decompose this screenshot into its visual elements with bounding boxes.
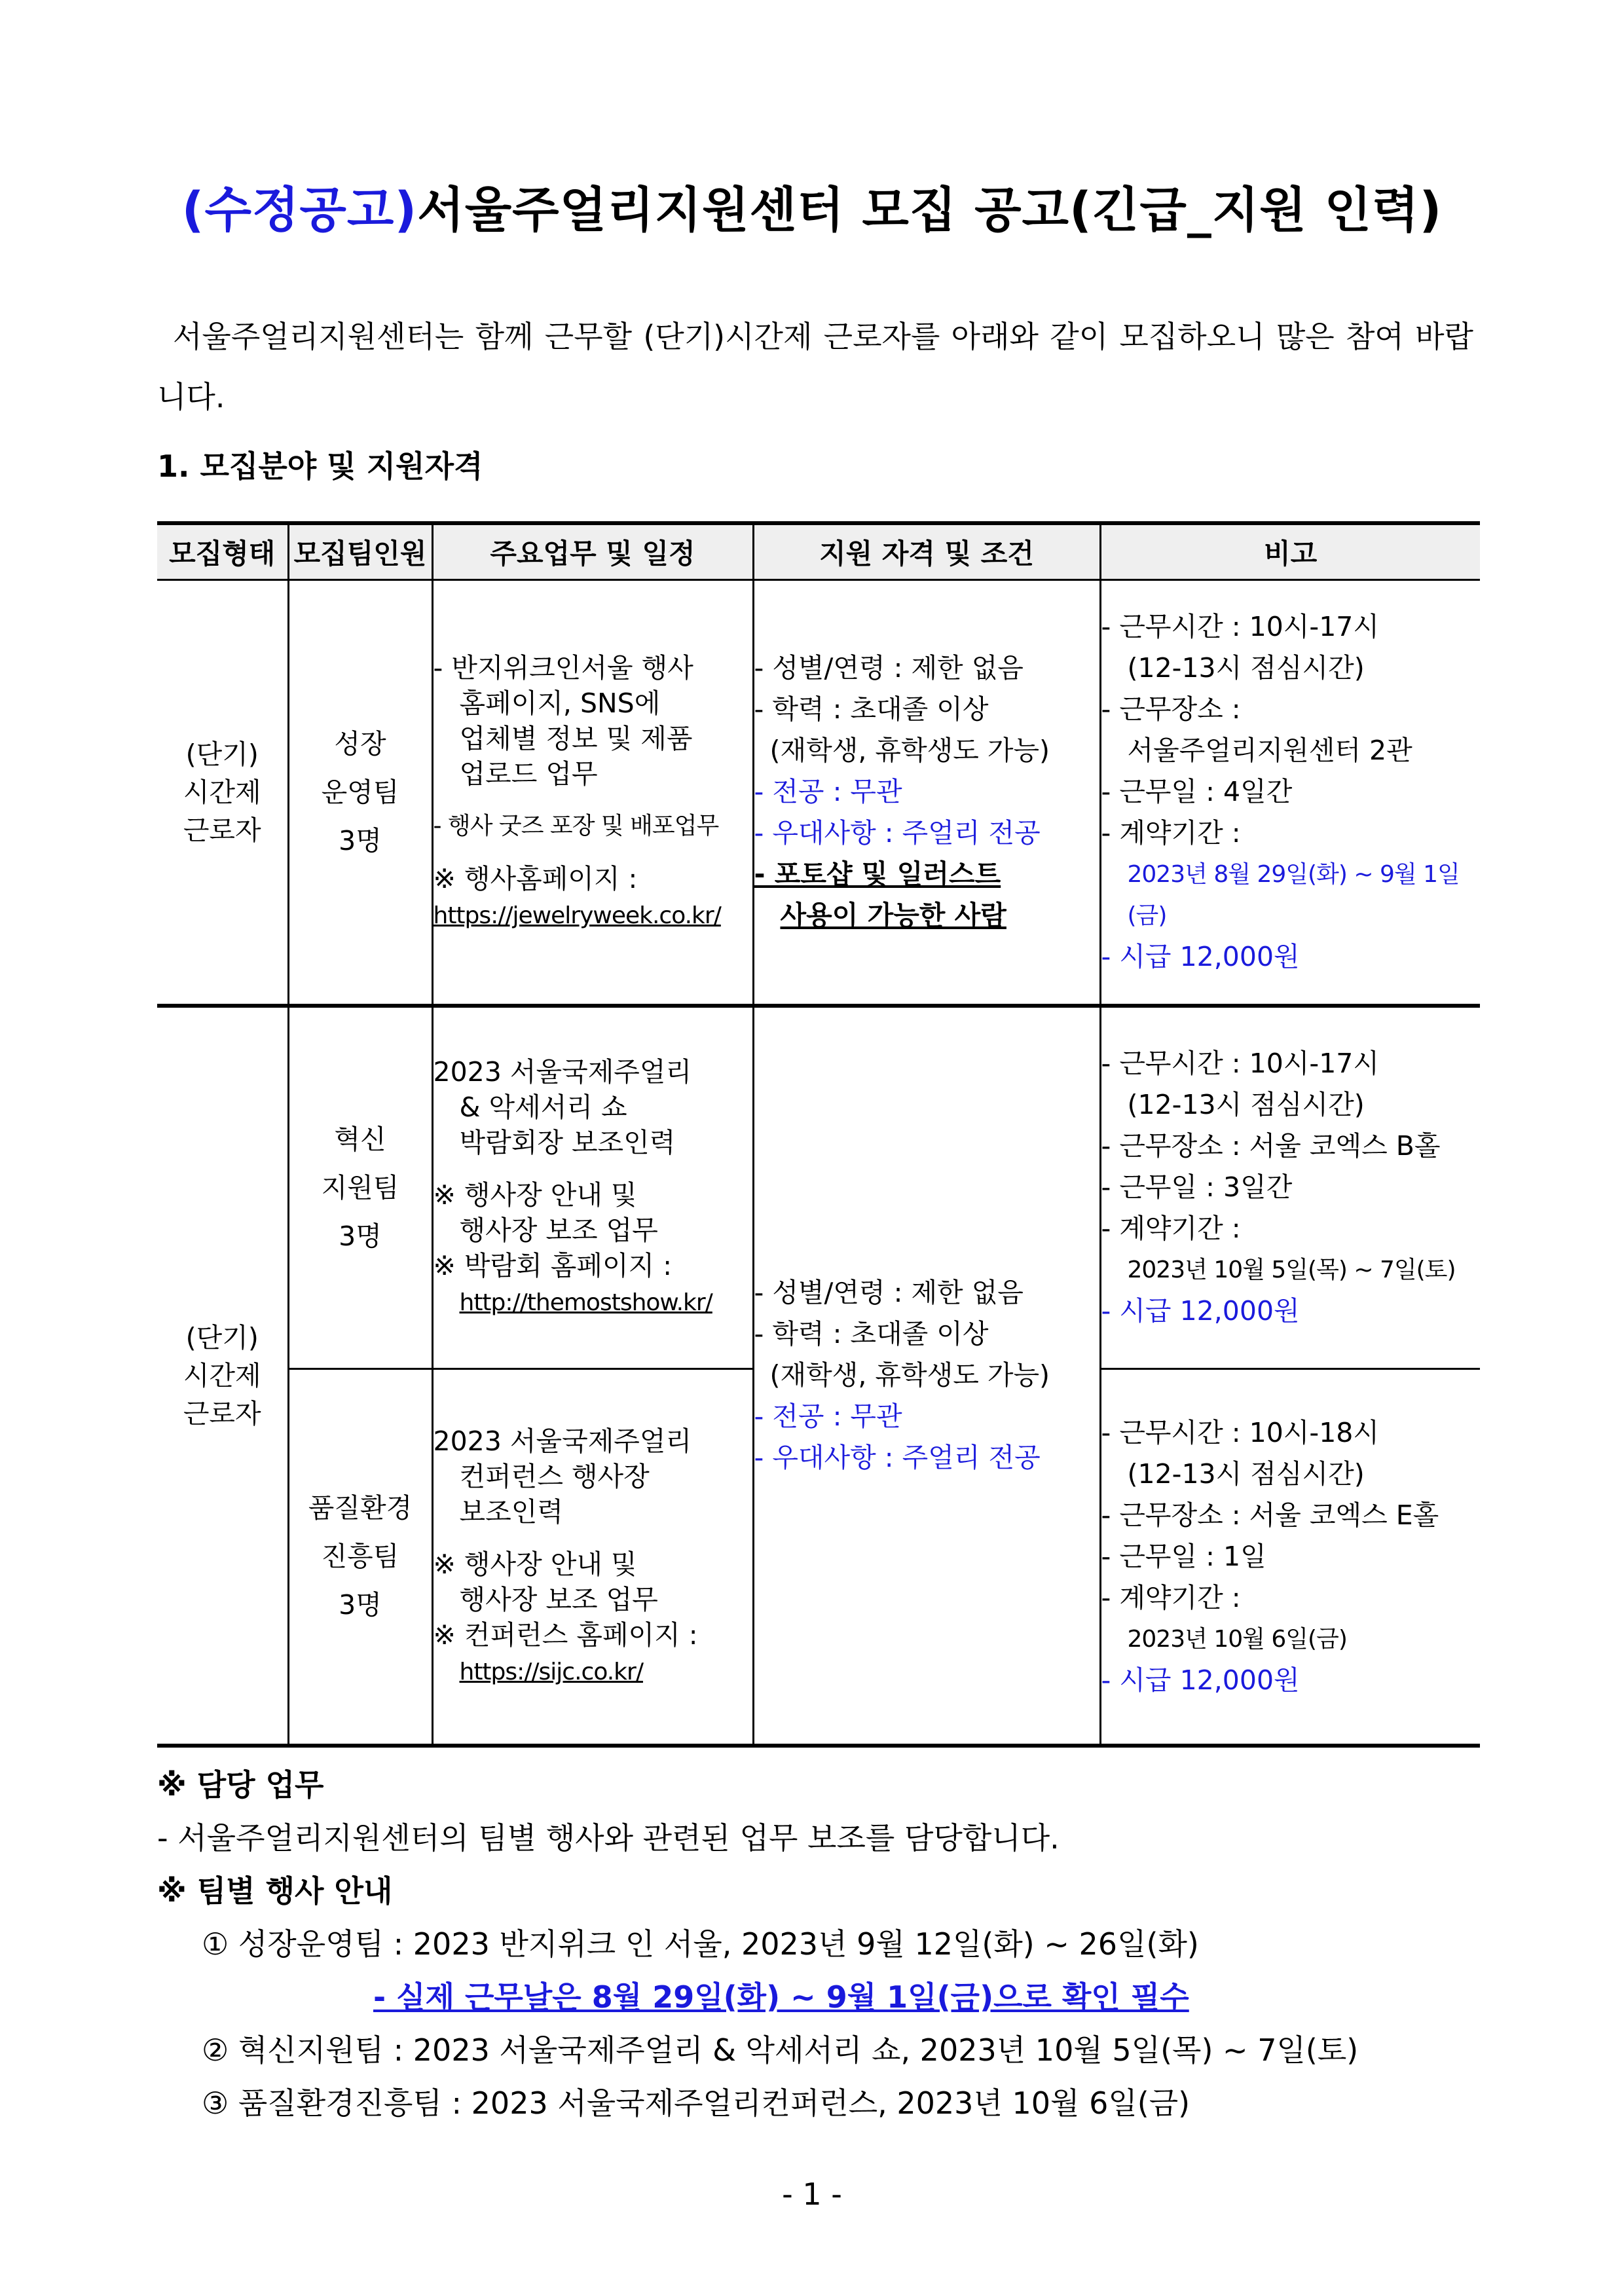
title-prefix: (수정공고) <box>181 182 418 238</box>
duties-cell: - 반지위크인서울 행사 홈페이지, SNS에 업체별 정보 및 제품 업로드 업무 - 행사 굿즈 포장 및 배포업무 ※ 행사홈페이지 : https://jewelryweek.co.kr/ <box>432 580 753 1006</box>
table-row <box>157 1006 1480 1369</box>
header-cell: 지원 자격 및 조건 <box>753 523 1100 580</box>
employment-type-cell: (단기) 시간제 근로자 <box>157 580 288 1006</box>
event-warning: - 실제 근무날은 8월 29일(화) ~ 9월 1일(금)으로 확인 필수 <box>373 1979 1189 2015</box>
recruitment-table <box>157 521 1480 1748</box>
title-main: 서울주얼리지원센터 모집 공고(긴급_지원 인력) <box>417 182 1443 238</box>
team-cell: 성장 운영팀 3명 <box>288 580 432 1006</box>
event-item: ① 성장운영팀 : 2023 반지위크 인 서울, 2023년 9월 12일(화) ~ 26일(화) <box>202 1926 1199 1962</box>
notes-cell: - 근무시간 : 10시-18시 (12-13시 점심시간) - 근무장소 : 서울 코엑스 E홀 - 근무일 : 1일 - 계약기간 : 2023년 10월 6일(금) - 시급 12,000원 <box>1100 1369 1480 1746</box>
employment-type-cell: (단기) 시간제 근로자 <box>157 1006 288 1746</box>
team-cell: 혁신 지원팀 3명 <box>288 1006 432 1369</box>
events-heading: ※ 팀별 행사 안내 <box>157 1873 393 1909</box>
homepage-link[interactable]: http://themostshow.kr/ <box>459 1289 712 1317</box>
header-cell: 모집팀인원 <box>288 523 432 580</box>
notes-cell: - 근무시간 : 10시-17시 (12-13시 점심시간) - 근무장소 : 서울 코엑스 B홀 - 근무일 : 3일간 - 계약기간 : 2023년 10월 5일(목) ~ 7일(토) - 시급 12,000원 <box>1100 1006 1480 1369</box>
page-number: - 1 - <box>782 2176 842 2212</box>
team-cell: 품질환경 진흥팀 3명 <box>288 1369 432 1746</box>
event-item: ③ 품질환경진흥팀 : 2023 서울국제주얼리컨퍼런스, 2023년 10월 6일(금) <box>202 2085 1190 2121</box>
intro-paragraph: 서울주얼리지원센터는 함께 근무할 (단기)시간제 근로자를 아래와 같이 모집하오니 많은 참여 바랍니다. <box>157 319 1473 414</box>
duties-cell: 2023 서울국제주얼리 & 악세서리 쇼 박람회장 보조인력 ※ 행사장 안내 및 행사장 보조 업무 ※ 박람회 홈페이지 : http://themostshow.kr/ <box>432 1006 753 1369</box>
table-header-row <box>157 523 1480 580</box>
header-cell: 주요업무 및 일정 <box>432 523 753 580</box>
page-title <box>0 172 1624 241</box>
notes-cell: - 근무시간 : 10시-17시 (12-13시 점심시간) - 근무장소 : 서울주얼리지원센터 2관 - 근무일 : 4일간 - 계약기간 : 2023년 8월 29일(화) ~ 9월 1일(금) - 시급 12,000원 <box>1100 580 1480 1006</box>
header-cell: 비고 <box>1100 523 1480 580</box>
homepage-link[interactable]: https://sijc.co.kr/ <box>459 1658 643 1685</box>
table-row <box>157 580 1480 1006</box>
notes-section <box>157 1759 1480 2130</box>
event-item: ② 혁신지원팀 : 2023 서울국제주얼리 & 악세서리 쇼, 2023년 10월 5일(목) ~ 7일(토) <box>202 2032 1359 2068</box>
duty-heading: ※ 담당 업무 <box>157 1767 324 1803</box>
homepage-link[interactable]: https://jewelryweek.co.kr/ <box>433 902 721 930</box>
section-heading: 1. 모집분야 및 지원자격 <box>157 449 483 484</box>
conditions-cell: - 성별/연령 : 제한 없음 - 학력 : 초대졸 이상 (재학생, 휴학생도 가능) - 전공 : 무관 - 우대사항 : 주얼리 전공 <box>753 1006 1100 1746</box>
duty-text: - 서울주얼리지원센터의 팀별 행사와 관련된 업무 보조를 담당합니다. <box>157 1820 1060 1856</box>
duties-cell: 2023 서울국제주얼리 컨퍼런스 행사장 보조인력 ※ 행사장 안내 및 행사장 보조 업무 ※ 컨퍼런스 홈페이지 : https://sijc.co.kr/ <box>432 1369 753 1746</box>
conditions-cell: - 성별/연령 : 제한 없음 - 학력 : 초대졸 이상 (재학생, 휴학생도 가능) - 전공 : 무관 - 우대사항 : 주얼리 전공 - 포토샵 및 일러스트 사용이 가능한 사람 <box>753 580 1100 1006</box>
header-cell: 모집형태 <box>157 523 288 580</box>
